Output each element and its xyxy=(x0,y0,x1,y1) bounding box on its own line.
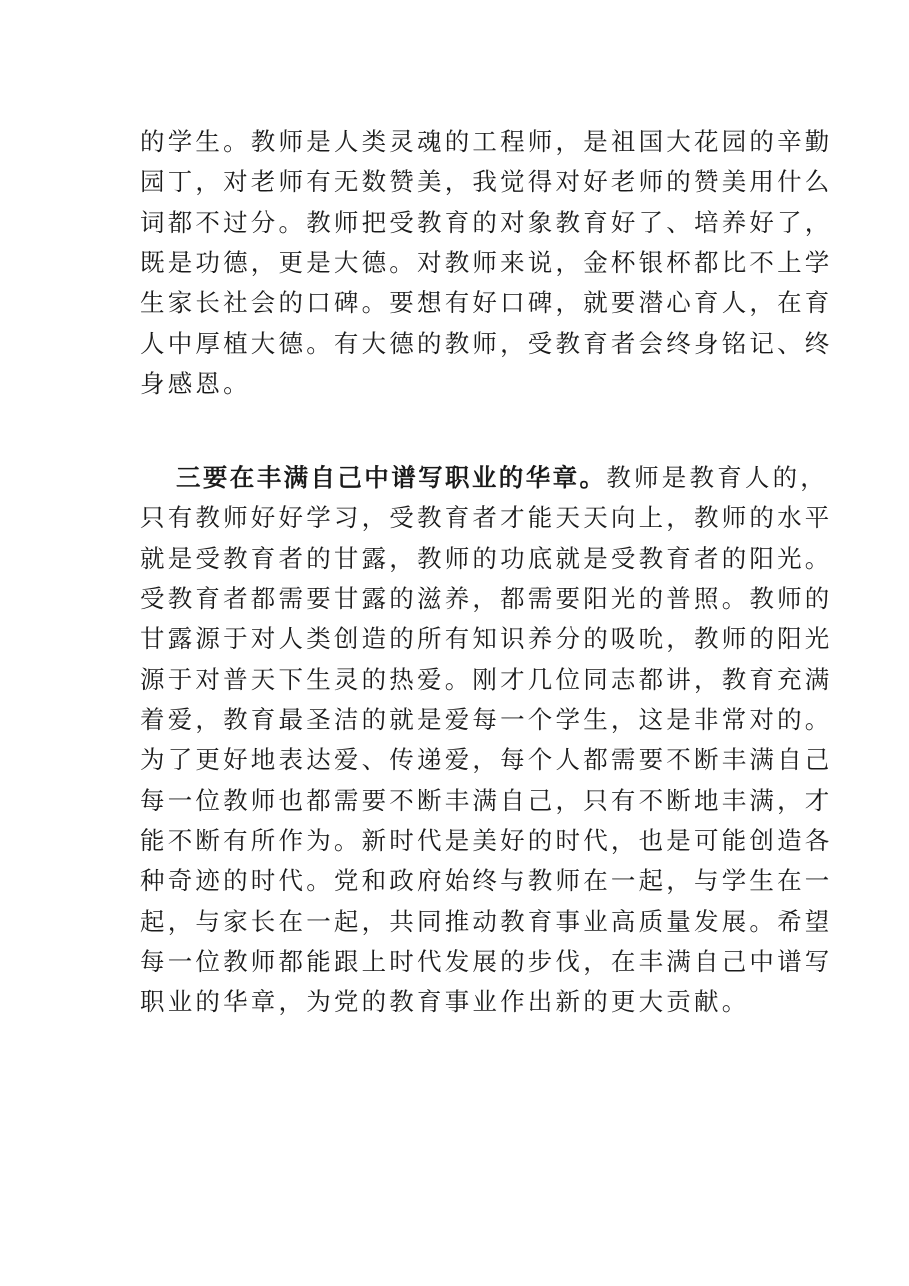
text-line: 词都不过分。教师把受教育的对象教育好了、培养好了， xyxy=(140,208,833,237)
text-line: 种奇迹的时代。党和政府始终与教师在一起，与学生在一 xyxy=(140,866,833,895)
text-segment: 教师是教育人的， xyxy=(606,463,829,492)
paragraph-first-line xyxy=(176,460,829,496)
text-line: 只有教师好好学习，受教育者才能天天向上，教师的水平 xyxy=(140,503,833,532)
text-line: 受教育者都需要甘露的滋养，都需要阳光的普照。教师的 xyxy=(140,584,833,613)
text-line: 人中厚植大德。有大德的教师，受教育者会终身铭记、终 xyxy=(140,329,833,358)
text-line: 职业的华章，为党的教育事业作出新的更大贡献。 xyxy=(140,987,750,1016)
text-line: 每一位教师都能跟上时代发展的步伐，在丰满自己中谱写 xyxy=(140,947,833,976)
text-line: 的学生。教师是人类灵魂的工程师，是祖国大花园的辛勤 xyxy=(140,127,833,156)
text-line: 身感恩。 xyxy=(140,369,251,398)
text-line: 就是受教育者的甘露，教师的功底就是受教育者的阳光。 xyxy=(140,544,833,573)
text-line: 起，与家长在一起，共同推动教育事业高质量发展。希望 xyxy=(140,907,833,936)
text-line: 能不断有所作为。新时代是美好的时代，也是可能创造各 xyxy=(140,826,833,855)
text-line: 甘露源于对人类创造的所有知识养分的吸吮，教师的阳光 xyxy=(140,624,833,653)
text-line: 每一位教师也都需要不断丰满自己，只有不断地丰满，才 xyxy=(140,786,833,815)
text-line: 园丁，对老师有无数赞美，我觉得对好老师的赞美用什么 xyxy=(140,167,833,196)
section-heading: 三要在丰满自己中谱写职业的华章。 xyxy=(176,463,607,492)
text-line: 源于对普天下生灵的热爱。刚才几位同志都讲，教育充满 xyxy=(140,665,833,694)
text-line: 为了更好地表达爱、传递爱，每个人都需要不断丰满自己 xyxy=(140,745,833,774)
text-line: 着爱，教育最圣洁的就是爱每一个学生，这是非常对的。 xyxy=(140,705,833,734)
text-line: 生家长社会的口碑。要想有好口碑，就要潜心育人，在育 xyxy=(140,288,833,317)
text-line: 既是功德，更是大德。对教师来说，金杯银杯都比不上学 xyxy=(140,248,833,277)
